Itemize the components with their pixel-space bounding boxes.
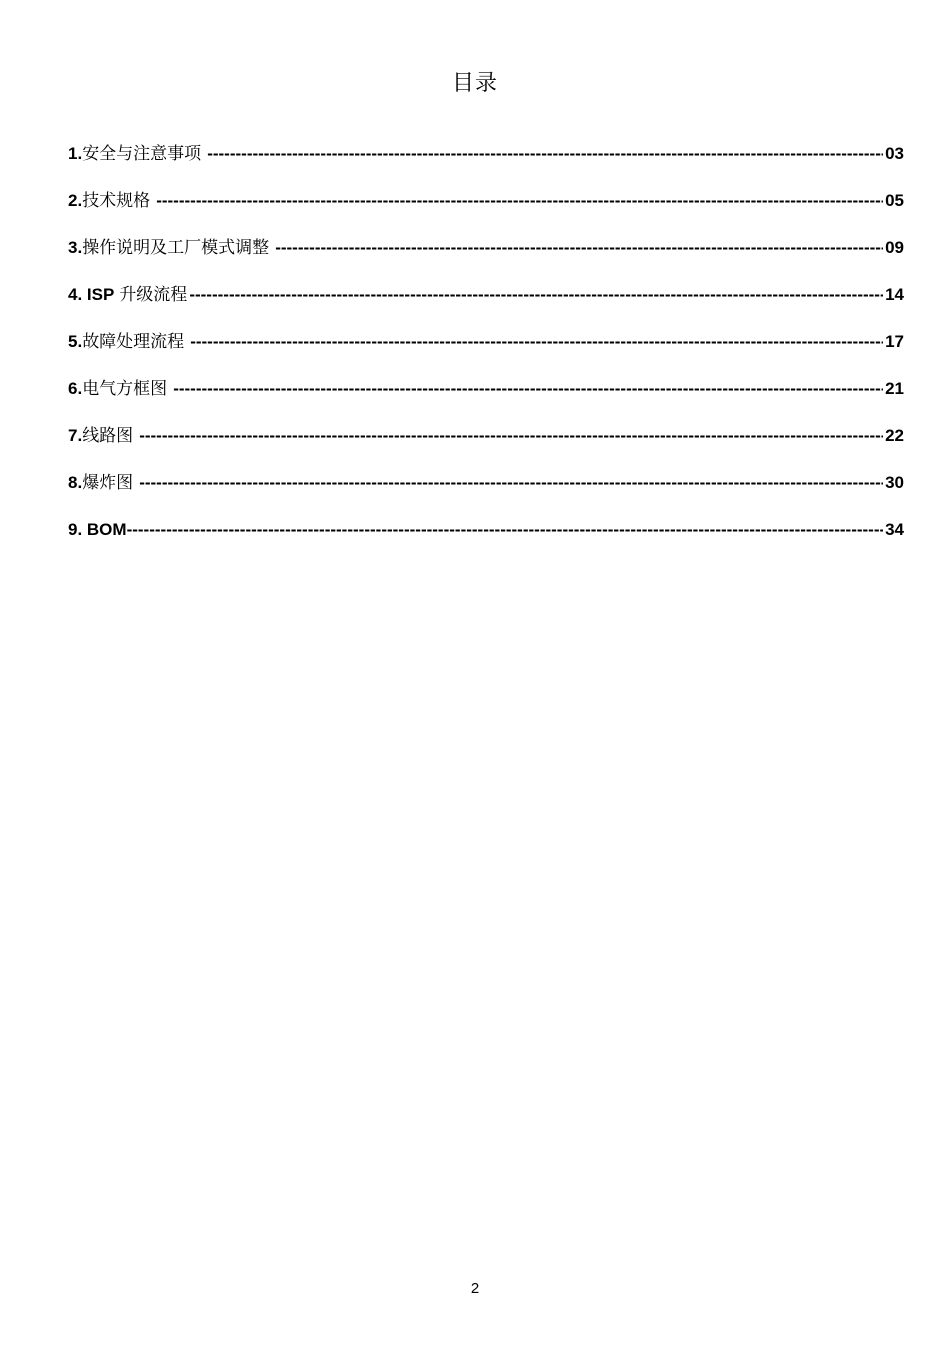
toc-entry-title: 故障处理流程 bbox=[82, 332, 185, 352]
toc-entry-page: 14 bbox=[885, 285, 904, 304]
toc-entry-number: 6. bbox=[68, 379, 83, 398]
page-number: 2 bbox=[470, 1280, 480, 1297]
toc-entry-title: 安全与注意事项 bbox=[82, 144, 202, 164]
toc-entry[interactable] bbox=[68, 517, 904, 564]
toc-entry-page: 17 bbox=[885, 332, 904, 351]
toc-leader-dashes bbox=[139, 470, 883, 496]
table-of-contents bbox=[68, 141, 904, 564]
toc-leader-dashes bbox=[190, 329, 883, 355]
toc-leader-dashes bbox=[275, 235, 883, 261]
toc-entry-page: 05 bbox=[885, 191, 904, 210]
toc-entry[interactable] bbox=[68, 235, 904, 282]
toc-leader-dashes bbox=[173, 376, 883, 402]
toc-entry-title: 升级流程 bbox=[119, 285, 188, 305]
toc-entry[interactable] bbox=[68, 376, 904, 423]
toc-entry-page: 34 bbox=[885, 520, 904, 539]
toc-entry-page: 09 bbox=[885, 238, 904, 257]
toc-entry-number: 8. bbox=[68, 473, 83, 492]
toc-entry-number: 4. ISP bbox=[68, 285, 115, 304]
toc-entry-number: 3. bbox=[68, 238, 83, 257]
toc-entry[interactable] bbox=[68, 188, 904, 235]
toc-entry[interactable] bbox=[68, 470, 904, 517]
toc-entry-title: 技术规格 bbox=[82, 191, 151, 211]
toc-entry-page: 21 bbox=[885, 379, 904, 398]
toc-entry[interactable] bbox=[68, 423, 904, 470]
toc-leader-dashes bbox=[139, 423, 883, 449]
toc-leader-dashes bbox=[189, 282, 883, 308]
toc-entry-title: 线路图 bbox=[82, 426, 134, 446]
toc-entry[interactable] bbox=[68, 329, 904, 376]
toc-entry-number: 5. bbox=[68, 332, 83, 351]
toc-entry-page: 30 bbox=[885, 473, 904, 492]
toc-entry-title: 操作说明及工厂模式调整 bbox=[82, 238, 270, 258]
toc-entry[interactable] bbox=[68, 282, 904, 329]
toc-entry-title: 电气方框图 bbox=[82, 379, 168, 399]
toc-entry-number: 1. bbox=[68, 144, 83, 163]
page-title: 目录 bbox=[451, 71, 498, 96]
toc-entry-number: 9. BOM bbox=[68, 520, 127, 539]
toc-entry-title: 爆炸图 bbox=[82, 473, 134, 493]
toc-leader-dashes bbox=[207, 141, 883, 167]
toc-leader-dashes bbox=[156, 188, 883, 214]
toc-entry-page: 22 bbox=[885, 426, 904, 445]
toc-entry-page: 03 bbox=[885, 144, 904, 163]
toc-leader-dashes bbox=[127, 517, 884, 543]
toc-entry[interactable] bbox=[68, 141, 904, 188]
toc-entry-number: 7. bbox=[68, 426, 83, 445]
toc-entry-number: 2. bbox=[68, 191, 83, 210]
